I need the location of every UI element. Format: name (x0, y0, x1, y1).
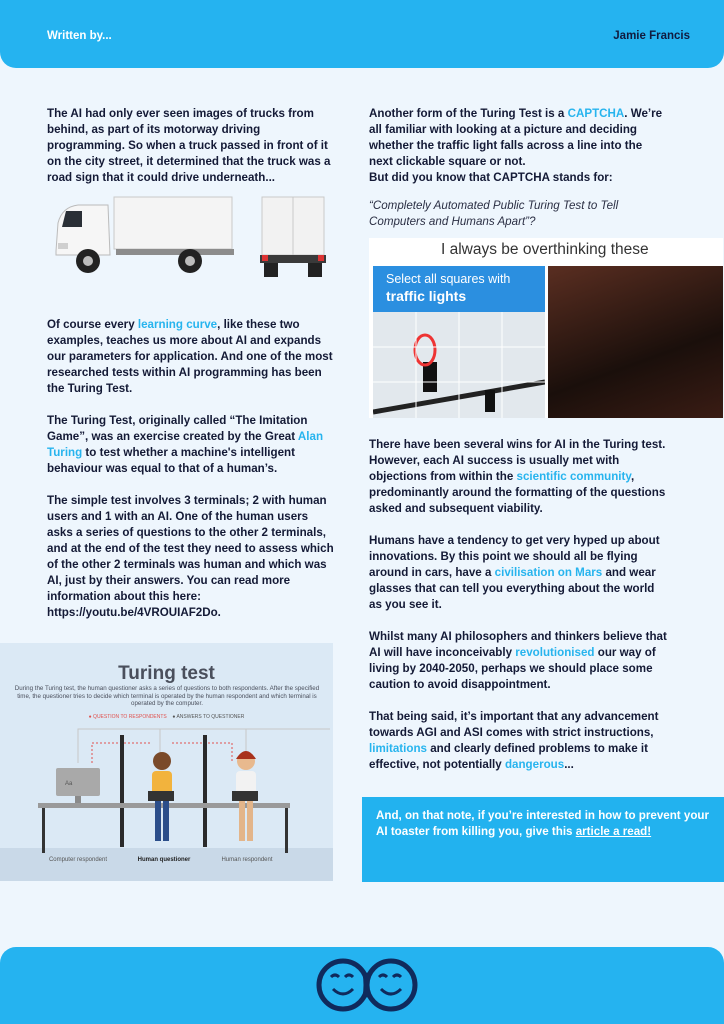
page-header (0, 0, 724, 68)
label-human-questioner: Human questioner (137, 857, 191, 863)
captcha-paragraph: Another form of the Turing Test is a CAPTCHA. We’re all familiar with looking at a picture and deciding whether the traffic light falls across a line into the next clickable square or not. But did you know that CAPTCHA stands for: (369, 107, 663, 184)
left-column-body (47, 317, 337, 637)
learning-curve-link[interactable]: learning curve (137, 318, 218, 331)
label-human-respondent: Human respondent (221, 857, 273, 863)
terminals-paragraph: The simple test involves 3 terminals; 2 with human users and 1 with an AI. One of the human users asks a series of questions to the other 2 terminals, and at the end of the test they need to assess which of the other 2 terminals was human and which was AI, just by their answers. You can read more information about this here: https://youtu.be/4VROUIAF2Do. (47, 494, 334, 619)
meme-caption: I always be overthinking these (441, 241, 649, 258)
legend-answers: ● ANSWERS TO QUESTIONER (172, 714, 245, 720)
limitations-link[interactable]: limitations (369, 742, 427, 755)
thinking-face-photo (548, 266, 723, 418)
label-computer-respondent: Computer respondent (48, 857, 108, 863)
article-callout (362, 797, 724, 882)
screen-label: Aa (65, 781, 73, 787)
traffic-light-grid (373, 312, 545, 418)
smiley-logo-icon (315, 957, 419, 1013)
learning-curve-paragraph: Of course every learning curve, like these two examples, teaches us more about AI and expands our parameters for application. And one of the most researched tests within AI programming has been the Turing Test. (47, 318, 333, 395)
turing-test-diagram (0, 643, 333, 881)
ai-wins-paragraph: There have been several wins for AI in the Turing test. However, each AI success is usually met with objections from within the scientific community, predominantly around the formatting of the questions asked and subsequent viability. (369, 438, 666, 515)
legend-questions: ● QUESTION TO RESPONDENTS (88, 714, 167, 720)
captcha-meme-image (369, 238, 723, 418)
article-link[interactable]: article a read! (575, 825, 652, 838)
captcha-prompt: Select all squares with traffic lights (373, 266, 545, 312)
revolutionised-link[interactable]: revolutionised (515, 646, 595, 659)
right-column-body (369, 437, 669, 789)
left-column-intro (47, 106, 337, 202)
hype-paragraph: Humans have a tendency to get very hyped up about innovations. By this point we should all be flying around in cars, have a civilisation on Mars and wear glasses that can tell you everything about the world as you see it. (369, 534, 660, 611)
captcha-link[interactable]: CAPTCHA (567, 107, 625, 120)
turing-figure-description: During the Turing test, the human questioner asks a series of questions to both respondents. After the specified time, the questioner tries to decide which terminal is operated by the human respondent and which terminal is operated by the computer. (14, 685, 320, 707)
philosophers-paragraph: Whilst many AI philosophers and thinkers believe that AI will have inconceivably revolutionised our way of living by 2040-2050, perhaps we should place some caution to avoid disappointment. (369, 630, 667, 691)
alan-turing-link[interactable]: Alan Turing (47, 430, 324, 459)
written-by-label: Written by... (47, 30, 112, 42)
callout-text: And, on that note, if you’re interested in how to prevent your AI toaster from killing you, give this (376, 809, 710, 838)
scientific-community-link[interactable]: scientific community (516, 470, 631, 483)
truck-back-image (258, 195, 328, 280)
page-footer (0, 947, 724, 1024)
caution-paragraph: That being said, it’s important that any advancement towards AGI and ASI comes with strict instructions, limitations and clearly defined problems to make it effective, not potentially dangerous... (369, 710, 659, 771)
author-name: Jamie Francis (613, 30, 690, 42)
right-column-intro (369, 106, 669, 246)
captcha-definition-quote: “Completely Automated Public Turing Test to Tell Computers and Humans Apart”? (369, 199, 619, 228)
civilisation-on-mars-link[interactable]: civilisation on Mars (494, 566, 603, 579)
dangerous-link[interactable]: dangerous (504, 758, 565, 771)
turing-figure-legend (0, 714, 333, 720)
truck-side-image (52, 195, 237, 280)
turing-figure-title: Turing test (118, 663, 215, 684)
imitation-game-paragraph: The Turing Test, originally called “The Imitation Game”, was an exercise created by the Great Alan Turing to test whether a machine's intelligent behaviour was equal to that of a human’s. (47, 414, 324, 475)
truck-story-paragraph: The AI had only ever seen images of trucks from behind, as part of its motorway driving programming. So when a truck passed in front of it on the city street, it determined that the truck was a road sign that it could drive underneath... (47, 107, 331, 184)
